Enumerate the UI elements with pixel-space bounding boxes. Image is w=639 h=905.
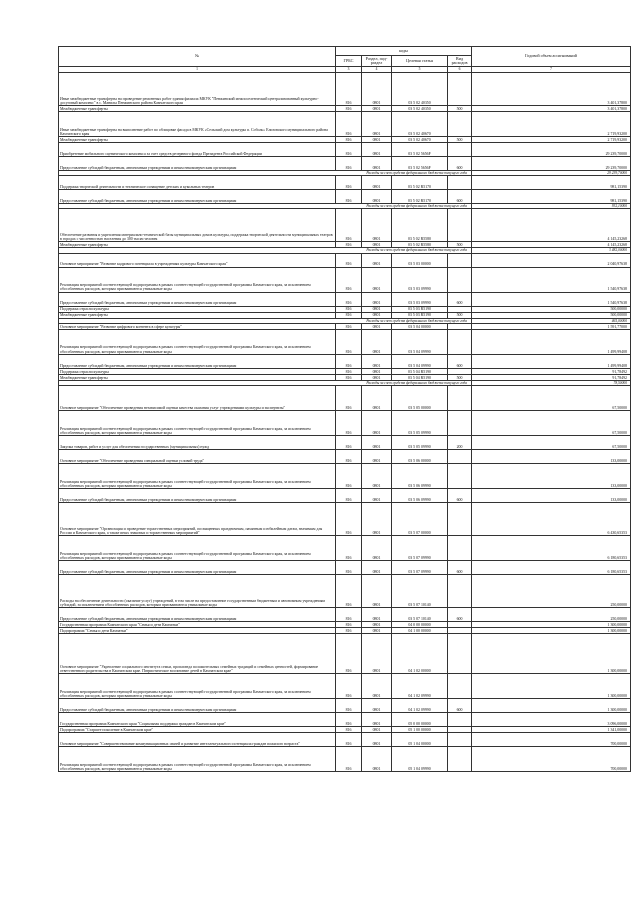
note-amount: 932,10000 — [472, 204, 631, 209]
row-section: 0801 — [362, 575, 392, 608]
row-expense-type: 600 — [448, 561, 472, 575]
row-section: 0801 — [362, 608, 392, 622]
row-expense-type — [448, 267, 472, 292]
row-section: 0801 — [362, 561, 392, 575]
row-name: Предоставление субсидий бюджетным, автономным учреждениям и иным некоммерческим организациям — [59, 489, 336, 503]
row-section: 0801 — [362, 733, 392, 747]
row-name: Предоставление субсидий бюджетным, автономным учреждениям и иным некоммерческим организациям — [59, 608, 336, 622]
table-row — [59, 176, 631, 190]
row-target-article: 04 1 02 00000 — [392, 634, 448, 674]
header-section: Раздел, под- раздел — [362, 56, 392, 67]
row-target-article: 03 5 04 R5190 — [392, 374, 448, 380]
row-target-article: 03 5 07 10140 — [392, 608, 448, 622]
row-amount: 6 180,65353 — [472, 536, 631, 561]
row-grbs: 816 — [336, 209, 362, 242]
row-target-article: 03 5 05 09990 — [392, 411, 448, 436]
row-amount: 3 401,37800 — [472, 73, 631, 106]
row-grbs: 816 — [336, 312, 362, 318]
row-amount: 3 096,00000 — [472, 713, 631, 727]
row-name: Поддержка отрасли культуры — [59, 306, 336, 312]
row-section: 0801 — [362, 292, 392, 306]
row-amount: 700,00000 — [472, 733, 631, 747]
row-expense-type: 600 — [448, 292, 472, 306]
row-grbs: 816 — [336, 137, 362, 143]
row-expense-type — [448, 73, 472, 106]
note-text: Расходы за счет средств федерального бюджета текущего года — [59, 248, 472, 253]
row-expense-type — [448, 450, 472, 464]
row-target-article: 03 5 02 40670 — [392, 137, 448, 143]
row-target-article: 05 1 00 00000 — [392, 727, 448, 733]
note-amount: 29 239,70000 — [472, 171, 631, 176]
row-section: 0801 — [362, 143, 392, 157]
row-name: Поддержка отрасли культуры — [59, 368, 336, 374]
row-target-article: 03 5 02 5656F — [392, 157, 448, 171]
row-amount: 2 040,97638 — [472, 253, 631, 267]
row-section: 0801 — [362, 747, 392, 772]
row-grbs: 816 — [336, 267, 362, 292]
row-target-article: 03 5 04 00000 — [392, 323, 448, 329]
row-target-article: 03 5 07 00000 — [392, 503, 448, 536]
row-target-article: 03 5 04 09990 — [392, 354, 448, 368]
row-expense-type: 500 — [448, 242, 472, 248]
row-expense-type: 600 — [448, 157, 472, 171]
row-grbs: 816 — [336, 628, 362, 634]
row-amount: 133,00000 — [472, 464, 631, 489]
row-amount: 2 719,93200 — [472, 112, 631, 137]
table-row — [59, 112, 631, 137]
row-grbs: 816 — [336, 699, 362, 713]
row-target-article: 03 5 02 R5170 — [392, 176, 448, 190]
table-row — [59, 73, 631, 106]
row-grbs: 816 — [336, 190, 362, 204]
row-name: Основное мероприятие "Обеспечение проведения независимой оценки качества оказания услуг учреждениями культуры и экспертизы" — [59, 386, 336, 411]
row-target-article: 03 5 06 09990 — [392, 489, 448, 503]
row-amount: 700,00000 — [472, 747, 631, 772]
row-target-article: 04 0 00 00000 — [392, 622, 448, 628]
row-target-article: 04 1 02 09990 — [392, 699, 448, 713]
row-expense-type — [448, 634, 472, 674]
row-target-article: 03 5 03 R5190 — [392, 312, 448, 318]
row-grbs: 816 — [336, 73, 362, 106]
table-row — [59, 464, 631, 489]
note-text: Расходы за счет средств федерального бюджета текущего года — [59, 204, 472, 209]
row-expense-type — [448, 503, 472, 536]
row-amount: 29 239,70000 — [472, 157, 631, 171]
row-expense-type — [448, 674, 472, 699]
row-target-article: 05 0 00 00000 — [392, 713, 448, 727]
row-section: 0801 — [362, 727, 392, 733]
row-grbs: 816 — [336, 329, 362, 354]
row-section: 0801 — [362, 622, 392, 628]
column-index-7: 7 — [472, 67, 631, 73]
row-grbs: 816 — [336, 561, 362, 575]
row-name: Основное мероприятие "Развитие цифрового контента в сфере культуры" — [59, 323, 336, 329]
row-expense-type — [448, 536, 472, 561]
row-grbs: 816 — [336, 306, 362, 312]
row-amount: 250,00000 — [472, 608, 631, 622]
row-target-article: 03 5 07 09990 — [392, 561, 448, 575]
row-expense-type: 600 — [448, 608, 472, 622]
row-target-article: 03 5 02 40350 — [392, 106, 448, 112]
table-row — [59, 699, 631, 713]
row-expense-type: 600 — [448, 354, 472, 368]
row-section: 0801 — [362, 267, 392, 292]
row-name: Межбюджетные трансферты — [59, 374, 336, 380]
row-amount: 29 239,70000 — [472, 143, 631, 157]
row-expense-type — [448, 176, 472, 190]
row-amount: 133,00000 — [472, 489, 631, 503]
row-amount: 1 499,99408 — [472, 329, 631, 354]
row-grbs: 816 — [336, 374, 362, 380]
row-amount: 133,00000 — [472, 450, 631, 464]
row-grbs: 816 — [336, 608, 362, 622]
note-amount: 78,50000 — [472, 380, 631, 385]
row-name: Подпрограмма "Семья и дети Камчатки" — [59, 628, 336, 634]
row-name: Иные межбюджетные трансферты на выполнение работ по облицовке фасада в МКУК «Сельский дом культуры п. Соболь» Елизовского муниципального района Камчатского края — [59, 112, 336, 137]
table-row — [59, 674, 631, 699]
row-target-article: 03 5 03 R5190 — [392, 306, 448, 312]
row-amount: 981,15390 — [472, 190, 631, 204]
row-name: Подпрограмма "Старшее поколение в Камчатском крае" — [59, 727, 336, 733]
row-amount: 1 300,00000 — [472, 634, 631, 674]
row-name: Реализация мероприятий соответствующей подпрограммы в рамках соответствующей государственной программы Камчатского края, за исключением обособленных расходов, которым присваиваются уникальные коды — [59, 536, 336, 561]
row-name: Межбюджетные трансферты — [59, 312, 336, 318]
table-row — [59, 747, 631, 772]
row-amount: 1 540,97638 — [472, 292, 631, 306]
row-name: Государственная программа Камчатского края "Семья и дети Камчатки" — [59, 622, 336, 628]
note-text: Расходы за счет средств федерального бюджета текущего года — [59, 171, 472, 176]
row-target-article: 03 5 04 R5190 — [392, 368, 448, 374]
row-amount: 250,00000 — [472, 575, 631, 608]
row-section: 0801 — [362, 354, 392, 368]
row-name: Государственная программа Камчатского края "Социальная поддержка граждан в Камчатском крае" — [59, 713, 336, 727]
row-name: Приобретение мобильного сценического комплекса за счет средств резервного фонда Президента Российской Федерации — [59, 143, 336, 157]
row-amount: 1 300,00000 — [472, 628, 631, 634]
row-grbs: 816 — [336, 733, 362, 747]
row-amount: 1 300,00000 — [472, 699, 631, 713]
row-expense-type — [448, 386, 472, 411]
row-name: Реализация мероприятий соответствующей подпрограммы в рамках соответствующей государственной программы Камчатского края, за исключением обособленных расходов, которым присваиваются уникальные коды — [59, 464, 336, 489]
row-grbs: 816 — [336, 176, 362, 190]
table-row — [59, 561, 631, 575]
table-row — [59, 503, 631, 536]
row-grbs: 816 — [336, 112, 362, 137]
row-name: Поддержка творческой деятельности и техническое оснащение детских и кукольных театров — [59, 176, 336, 190]
row-name: Закупка товаров, работ и услуг для обеспечения государственных (муниципальных) нужд — [59, 436, 336, 450]
row-grbs: 816 — [336, 292, 362, 306]
row-section: 0801 — [362, 329, 392, 354]
row-name: Межбюджетные трансферты — [59, 106, 336, 112]
table-row — [59, 267, 631, 292]
row-name: Обеспечение развития и укрепления материально-технической базы муниципальных домов культуры, поддержка творческой деятельности муниципальных театров в городах с численностью населения до 300 тысяч человек — [59, 209, 336, 242]
row-grbs: 816 — [336, 713, 362, 727]
row-expense-type — [448, 209, 472, 242]
header-codes: коды — [336, 47, 472, 56]
row-expense-type: 600 — [448, 489, 472, 503]
row-section: 0801 — [362, 209, 392, 242]
row-amount: 1 591,77000 — [472, 323, 631, 329]
row-amount: 6 180,65353 — [472, 561, 631, 575]
row-expense-type — [448, 575, 472, 608]
row-section: 0801 — [362, 157, 392, 171]
row-grbs: 816 — [336, 575, 362, 608]
row-name: Расходы на обеспечение деятельности (оказание услуг) учреждений, в том числе на предоставление государственным бюджетным и автономным учреждениям субсидий, за исключением обособленных расходов, которым присваиваются уникальные коды — [59, 575, 336, 608]
row-grbs: 816 — [336, 436, 362, 450]
row-name: Предоставление субсидий бюджетным, автономным учреждениям и иным некоммерческим организациям — [59, 699, 336, 713]
row-name: Основное мероприятие "Совершенствование коммуникационных связей и развитие интеллектуального потенциала граждан пожилого возраста" — [59, 733, 336, 747]
row-name: Межбюджетные трансферты — [59, 242, 336, 248]
row-amount: 67,50000 — [472, 386, 631, 411]
row-target-article: 03 5 02 R5580 — [392, 209, 448, 242]
table-row — [59, 489, 631, 503]
row-target-article: 03 5 04 09990 — [392, 329, 448, 354]
row-section: 0801 — [362, 374, 392, 380]
row-name: Основное мероприятие "Укрепление социального института семьи, пропаганда положительных семейных традиций и семейных ценностей, формирование ответственного родительства в Камчатском крае. Патриотическое воспитание детей в Камчатском крае" — [59, 634, 336, 674]
row-name: Реализация мероприятий соответствующей подпрограммы в рамках соответствующей государственной программы Камчатского края, за исключением обособленных расходов, которым присваиваются уникальные коды — [59, 747, 336, 772]
row-expense-type: 600 — [448, 190, 472, 204]
row-grbs: 816 — [336, 368, 362, 374]
row-section: 0801 — [362, 176, 392, 190]
row-target-article: 03 5 03 00000 — [392, 253, 448, 267]
row-amount: 6 430,65353 — [472, 503, 631, 536]
row-section: 0801 — [362, 306, 392, 312]
row-expense-type — [448, 747, 472, 772]
table-body — [59, 73, 631, 772]
row-name: Реализация мероприятий соответствующей подпрограммы в рамках соответствующей государственной программы Камчатского края, за исключением обособленных расходов, которым присваиваются уникальные коды — [59, 674, 336, 699]
row-name: Предоставление субсидий бюджетным, автономным учреждениям и иным некоммерческим организациям — [59, 561, 336, 575]
row-section: 0801 — [362, 450, 392, 464]
row-amount: 67,50000 — [472, 411, 631, 436]
row-section: 0801 — [362, 628, 392, 634]
row-target-article: 03 5 05 09990 — [392, 436, 448, 450]
row-target-article: 03 5 06 00000 — [392, 450, 448, 464]
row-target-article: 05 1 04 09990 — [392, 747, 448, 772]
row-section: 0801 — [362, 323, 392, 329]
row-name: Предоставление субсидий бюджетным, автономным учреждениям и иным некоммерческим организациям — [59, 157, 336, 171]
row-name: Предоставление субсидий бюджетным, автономным учреждениям и иным некоммерческим организациям — [59, 292, 336, 306]
row-grbs: 816 — [336, 727, 362, 733]
row-target-article: 05 1 04 00000 — [392, 733, 448, 747]
column-index-4: 4 — [362, 67, 392, 73]
row-expense-type — [448, 713, 472, 727]
header-expense-type: Вид расходов — [448, 56, 472, 67]
row-section: 0801 — [362, 253, 392, 267]
row-section: 0801 — [362, 713, 392, 727]
row-expense-type — [448, 143, 472, 157]
table-row — [59, 157, 631, 171]
row-name: Иные межбюджетные трансферты на проведение ремонтных работ здания филиала МКУК "Пенжинский межпоселенческий централизованный культурно-досуговый комплекс" в с. Манилы Пенжинского района Камчатского края — [59, 73, 336, 106]
table-row — [59, 575, 631, 608]
table-row — [59, 436, 631, 450]
row-section: 0801 — [362, 411, 392, 436]
row-target-article: 03 5 02 R5170 — [392, 190, 448, 204]
row-grbs: 816 — [336, 674, 362, 699]
row-amount: 67,50000 — [472, 436, 631, 450]
row-grbs: 816 — [336, 323, 362, 329]
row-section: 0801 — [362, 242, 392, 248]
row-grbs: 816 — [336, 634, 362, 674]
row-grbs: 816 — [336, 450, 362, 464]
row-grbs: 816 — [336, 253, 362, 267]
header-number: № — [59, 47, 336, 67]
row-target-article: 03 5 06 09990 — [392, 464, 448, 489]
row-section: 0801 — [362, 137, 392, 143]
row-amount: 3 401,37800 — [472, 106, 631, 112]
row-section: 0801 — [362, 464, 392, 489]
note-text: Расходы за счет средств федерального бюджета текущего года — [59, 318, 472, 323]
row-amount: 1 499,99408 — [472, 354, 631, 368]
row-amount: 981,15390 — [472, 176, 631, 190]
row-grbs: 816 — [336, 411, 362, 436]
row-expense-type: 500 — [448, 312, 472, 318]
row-section: 0801 — [362, 436, 392, 450]
row-section: 0801 — [362, 489, 392, 503]
row-expense-type — [448, 464, 472, 489]
row-target-article: 03 5 07 09990 — [392, 536, 448, 561]
row-section: 0801 — [362, 674, 392, 699]
table-row — [59, 733, 631, 747]
row-section: 0801 — [362, 536, 392, 561]
row-name: Основное мероприятие "Обеспечение проведения специальной оценки условий труда" — [59, 450, 336, 464]
row-target-article: 03 5 02 40350 — [392, 73, 448, 106]
row-name: Реализация мероприятий соответствующей подпрограммы в рамках соответствующей государственной программы Камчатского края, за исключением обособленных расходов, которым присваиваются уникальные коды — [59, 267, 336, 292]
column-index-3: 3 — [336, 67, 362, 73]
row-amount: 91,78492 — [472, 368, 631, 374]
row-section: 0801 — [362, 312, 392, 318]
row-name: Межбюджетные трансферты — [59, 137, 336, 143]
row-amount: 500,00000 — [472, 312, 631, 318]
row-expense-type: 600 — [448, 699, 472, 713]
note-amount: 3 482,00000 — [472, 248, 631, 253]
row-expense-type — [448, 112, 472, 137]
row-target-article: 03 5 02 R5580 — [392, 242, 448, 248]
row-grbs: 816 — [336, 242, 362, 248]
row-section: 0801 — [362, 503, 392, 536]
note-amount: 465,00000 — [472, 318, 631, 323]
table-row — [59, 354, 631, 368]
table-row — [59, 143, 631, 157]
row-grbs: 816 — [336, 354, 362, 368]
row-section: 0801 — [362, 190, 392, 204]
row-amount: 1 300,00000 — [472, 622, 631, 628]
row-grbs: 816 — [336, 503, 362, 536]
table-row — [59, 411, 631, 436]
row-expense-type: 500 — [448, 106, 472, 112]
table-row — [59, 253, 631, 267]
row-section: 0801 — [362, 106, 392, 112]
row-amount: 4 145,23268 — [472, 242, 631, 248]
row-name: Основное мероприятие "Организация и проведение торжественных мероприятий, посвященных праздничным, памятным и юбилейным датам, значимым для России и Камчатского края, а также иных знаковых и торжественных мероприятий" — [59, 503, 336, 536]
column-index-6: 6 — [448, 67, 472, 73]
table-row — [59, 450, 631, 464]
row-name: Предоставление субсидий бюджетным, автономным учреждениям и иным некоммерческим организациям — [59, 190, 336, 204]
row-expense-type — [448, 329, 472, 354]
row-grbs: 816 — [336, 622, 362, 628]
row-amount: 1 341,00000 — [472, 727, 631, 733]
row-target-article: 03 5 02 5656F — [392, 143, 448, 157]
table-row — [59, 209, 631, 242]
row-target-article: 04 1 02 09990 — [392, 674, 448, 699]
row-expense-type: 500 — [448, 137, 472, 143]
row-expense-type: 500 — [448, 374, 472, 380]
header-grbs: ГРБС — [336, 56, 362, 67]
row-name: Реализация мероприятий соответствующей подпрограммы в рамках соответствующей государственной программы Камчатского края, за исключением обособленных расходов, которым присваиваются уникальные коды — [59, 329, 336, 354]
budget-allocation-table — [58, 46, 631, 772]
row-expense-type — [448, 411, 472, 436]
budget-table-sheet — [58, 46, 630, 772]
row-target-article: 03 5 03 09990 — [392, 267, 448, 292]
row-amount: 1 540,97638 — [472, 267, 631, 292]
row-amount: 4 145,23268 — [472, 209, 631, 242]
row-grbs: 816 — [336, 464, 362, 489]
note-text: Расходы за счет средств федерального бюджета текущего года — [59, 380, 472, 385]
row-section: 0801 — [362, 112, 392, 137]
header-target-article: Целевая статья — [392, 56, 448, 67]
row-grbs: 816 — [336, 536, 362, 561]
row-target-article: 03 5 03 09990 — [392, 292, 448, 306]
row-grbs: 816 — [336, 143, 362, 157]
row-amount: 1 300,00000 — [472, 674, 631, 699]
row-section: 0801 — [362, 386, 392, 411]
table-row — [59, 634, 631, 674]
row-target-article: 03 5 05 00000 — [392, 386, 448, 411]
table-row — [59, 329, 631, 354]
row-section: 0801 — [362, 699, 392, 713]
row-grbs: 816 — [336, 106, 362, 112]
row-amount: 91,78492 — [472, 374, 631, 380]
row-section: 0801 — [362, 73, 392, 106]
table-row — [59, 292, 631, 306]
row-grbs: 816 — [336, 747, 362, 772]
column-index-5: 5 — [392, 67, 448, 73]
row-target-article: 03 5 02 40670 — [392, 112, 448, 137]
table-row — [59, 190, 631, 204]
row-expense-type — [448, 253, 472, 267]
row-grbs: 816 — [336, 489, 362, 503]
row-target-article: 04 1 00 00000 — [392, 628, 448, 634]
column-index-1: 1 — [59, 67, 336, 73]
table-row — [59, 608, 631, 622]
row-name: Предоставление субсидий бюджетным, автономным учреждениям и иным некоммерческим организациям — [59, 354, 336, 368]
table-row — [59, 386, 631, 411]
header-annual-amount: Годовой объем ассигнований — [472, 47, 631, 67]
row-expense-type — [448, 733, 472, 747]
row-expense-type: 200 — [448, 436, 472, 450]
row-section: 0801 — [362, 634, 392, 674]
row-target-article: 03 5 07 10140 — [392, 575, 448, 608]
row-grbs: 816 — [336, 157, 362, 171]
row-amount: 500,00000 — [472, 306, 631, 312]
row-grbs: 816 — [336, 386, 362, 411]
row-section: 0801 — [362, 368, 392, 374]
row-name: Основное мероприятие "Развитие кадрового потенциала в учреждениях культуры Камчатского края" — [59, 253, 336, 267]
table-row — [59, 713, 631, 727]
row-name: Реализация мероприятий соответствующей подпрограммы в рамках соответствующей государственной программы Камчатского края, за исключением обособленных расходов, которым присваиваются уникальные коды — [59, 411, 336, 436]
row-amount: 2 719,93200 — [472, 137, 631, 143]
table-row — [59, 536, 631, 561]
